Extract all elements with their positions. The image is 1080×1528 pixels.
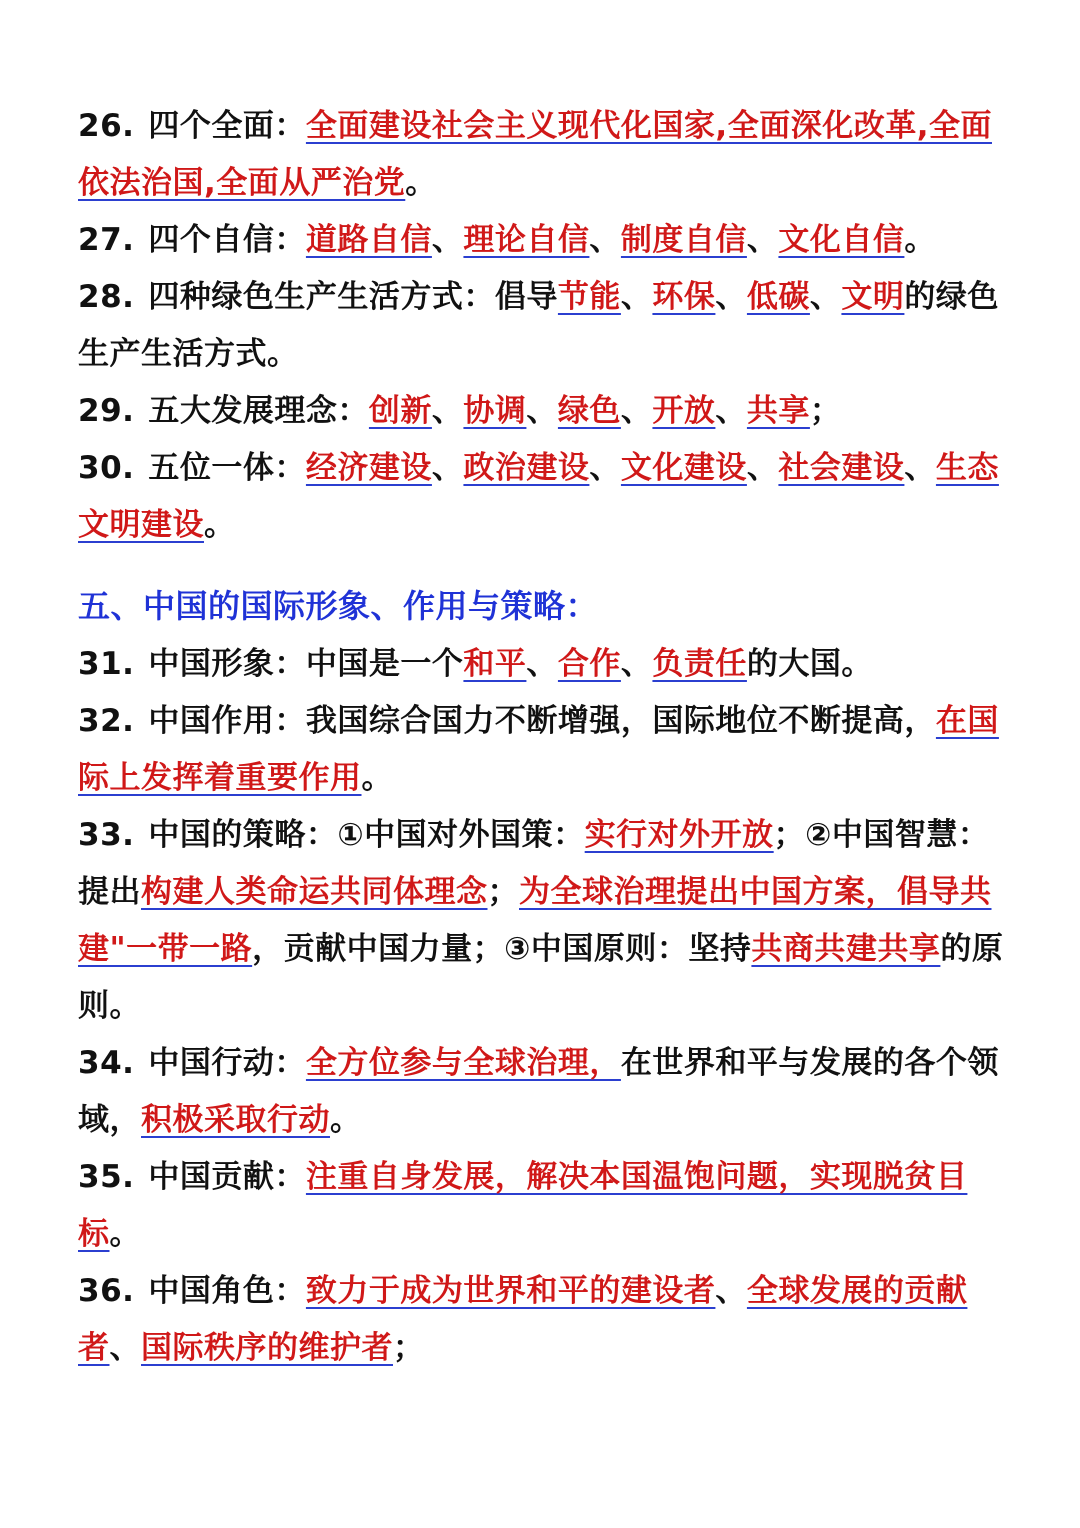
item-number: 32. — [78, 703, 135, 739]
item-text: 、 — [904, 450, 936, 486]
item-text: ； — [393, 1330, 425, 1366]
item-text: 、 — [431, 450, 464, 486]
item-number: 34. — [78, 1045, 135, 1081]
item-29 — [78, 383, 1008, 440]
key-term: 在国际上发挥着重要作用 — [78, 703, 999, 796]
key-term: 共商共建共享 — [751, 931, 941, 967]
item-text: 。 — [330, 1102, 362, 1138]
key-term: 道路自信 — [305, 222, 432, 258]
item-text: 四种绿色生产生活方式：倡导 — [148, 279, 558, 315]
item-text: 、 — [431, 222, 464, 258]
item-text: 的绿色生产生活方式。 — [78, 279, 999, 372]
key-term: 政治建设 — [463, 450, 590, 486]
key-term: 致力于成为世界和平的建设者 — [305, 1273, 716, 1309]
item-text: 的原则。 — [78, 931, 1004, 1024]
key-term: 制度自信 — [620, 222, 747, 258]
item-text: 五大发展理念： — [148, 393, 369, 429]
item-text: 、 — [431, 393, 464, 429]
key-term: 低碳 — [746, 279, 810, 315]
key-term: 文化自信 — [778, 222, 905, 258]
section-heading: 五、中国的国际形象、作用与策略： — [78, 587, 599, 625]
item-33 — [78, 807, 1008, 1035]
key-term: 全球发展的贡献者 — [78, 1273, 968, 1366]
item-number: 35. — [78, 1159, 135, 1195]
item-text: 、 — [526, 646, 558, 682]
key-term: 注重自身发展，解决本国温饱问题，实现脱贫目标 — [78, 1159, 968, 1252]
item-text: 、 — [715, 393, 747, 429]
item-text: 四个自信： — [148, 222, 306, 258]
item-text: ；②中国智慧：提出 — [78, 817, 990, 910]
key-term: 文明 — [841, 279, 905, 315]
item-28 — [78, 269, 1008, 383]
item-text: 、 — [620, 279, 653, 315]
item-text: ； — [487, 874, 519, 910]
item-text: 中国形象：中国是一个 — [148, 646, 464, 682]
item-27 — [78, 212, 1008, 269]
key-term: 为全球治理提出中国方案，倡导共建"一带一路 — [78, 874, 992, 967]
key-term: 社会建设 — [778, 450, 905, 486]
item-34 — [78, 1035, 1008, 1149]
item-number: 31. — [78, 646, 135, 682]
key-term: 绿色 — [557, 393, 621, 429]
item-text: 、 — [715, 1273, 747, 1309]
key-term: 文化建设 — [620, 450, 747, 486]
key-term: 积极采取行动 — [141, 1102, 330, 1138]
item-text: 、 — [109, 1330, 141, 1366]
item-number: 29. — [78, 393, 135, 429]
item-text: 、 — [746, 450, 779, 486]
key-term: 负责任 — [652, 646, 747, 682]
item-number: 27. — [78, 222, 135, 258]
item-number: 30. — [78, 450, 135, 486]
key-term: 节能 — [557, 279, 621, 315]
item-36 — [78, 1263, 1008, 1377]
document-page — [78, 98, 1008, 1377]
item-26 — [78, 98, 1008, 212]
item-text: 在世界和平与发展的各个领域， — [78, 1045, 999, 1138]
item-text: 五位一体： — [148, 450, 306, 486]
item-text: 四个全面： — [148, 108, 306, 144]
key-term: 全面建设社会主义现代化国家,全面深化改革,全面依法治国,全面从严治党 — [78, 108, 992, 201]
item-35 — [78, 1149, 1008, 1263]
item-32 — [78, 693, 1008, 807]
item-text: 、 — [809, 279, 842, 315]
item-text: 。 — [204, 507, 236, 543]
item-text: 。 — [904, 222, 936, 258]
key-term: 环保 — [652, 279, 716, 315]
item-list-part5 — [78, 636, 1008, 1377]
key-term: 经济建设 — [305, 450, 432, 486]
key-term: 全方位参与全球治理， — [305, 1045, 621, 1081]
item-text: 、 — [589, 450, 621, 486]
item-text: 、 — [526, 393, 558, 429]
item-30 — [78, 440, 1008, 554]
key-term: 协调 — [463, 393, 527, 429]
item-text: ，贡献中国力量；③中国原则：坚持 — [252, 931, 752, 967]
item-text: 中国的策略：①中国对外国策： — [148, 817, 585, 853]
item-number: 36. — [78, 1273, 135, 1309]
item-text: 、 — [620, 393, 653, 429]
item-text: ； — [809, 393, 842, 429]
item-text: 中国贡献： — [148, 1159, 306, 1195]
key-term: 共享 — [746, 393, 810, 429]
item-text: 中国角色： — [148, 1273, 306, 1309]
key-term: 开放 — [652, 393, 716, 429]
key-term: 合作 — [557, 646, 621, 682]
item-text: 。 — [361, 760, 393, 796]
item-text: 。 — [405, 165, 437, 201]
key-term: 理论自信 — [463, 222, 590, 258]
item-list-part4 — [78, 98, 1008, 554]
item-text: 中国作用：我国综合国力不断增强，国际地位不断提高， — [148, 703, 936, 739]
key-term: 创新 — [368, 393, 432, 429]
item-number: 33. — [78, 817, 135, 853]
item-text: 。 — [109, 1216, 141, 1252]
item-text: 、 — [746, 222, 779, 258]
key-term: 实行对外开放 — [584, 817, 774, 853]
key-term: 国际秩序的维护者 — [141, 1330, 393, 1366]
item-text: 的大国。 — [746, 646, 873, 682]
item-text: 中国行动： — [148, 1045, 306, 1081]
item-text: 、 — [589, 222, 621, 258]
key-term: 生态文明建设 — [78, 450, 999, 543]
key-term: 和平 — [463, 646, 527, 682]
item-number: 28. — [78, 279, 135, 315]
item-text: 、 — [620, 646, 653, 682]
key-term: 构建人类命运共同体理念 — [141, 874, 488, 910]
item-31 — [78, 636, 1008, 693]
item-number: 26. — [78, 108, 135, 144]
item-text: 、 — [715, 279, 747, 315]
